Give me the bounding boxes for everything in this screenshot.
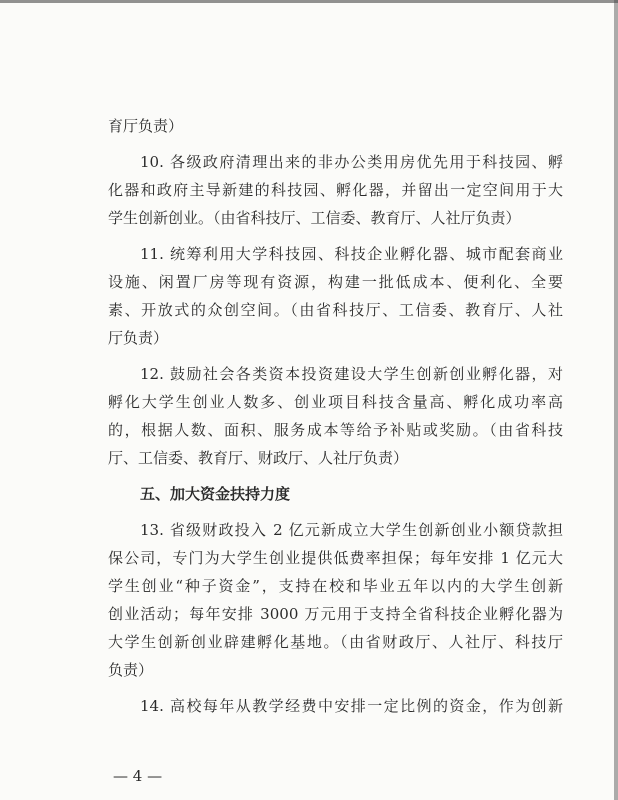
paragraph-line: 13. 省级财政投入 2 亿元新成立大学生创新创业小额贷款担 (140, 521, 563, 539)
paragraph-line: 学生创新创业。（由省科技厅、工信委、教育厅、人社厅负责） (108, 209, 521, 227)
document-body (108, 112, 563, 720)
paragraph-line: 孵化大学生创业人数多、创业项目科技含量高、孵化成功率高 (108, 393, 563, 411)
paragraph-line: 大学生创新创业辟建孵化基地。（由省财政厅、人社厅、科技厅 (108, 633, 563, 651)
paragraph-line: 11. 统筹利用大学科技园、科技企业孵化器、城市配套商业 (140, 245, 563, 263)
page-number: — 4 — (113, 767, 163, 785)
scan-edge-right (614, 0, 618, 800)
paragraph-line: 14. 高校每年从教学经费中安排一定比例的资金，作为创新 (140, 697, 563, 715)
paragraph-line: 厅、工信委、教育厅、财政厅、人社厅负责） (108, 449, 409, 467)
section-heading: 五、加大资金扶持力度 (140, 485, 291, 503)
paragraph-line: 学生创业“种子资金”，支持在校和毕业五年以内的大学生创新 (108, 577, 563, 595)
paragraph-line: 负责） (108, 661, 154, 679)
paragraph-line: 厅负责） (108, 329, 169, 347)
paragraph-line: 保公司，专门为大学生创业提供低费率担保；每年安排 1 亿元大 (108, 549, 563, 567)
paragraph-line: 的，根据人数、面积、服务成本等给予补贴或奖励。（由省科技 (108, 421, 563, 439)
paragraph-line: 10. 各级政府清理出来的非办公类用房优先用于科技园、孵 (140, 153, 563, 171)
paragraph-line: 素、开放式的众创空间。（由省科技厅、工信委、教育厅、人社 (108, 301, 563, 319)
paragraph-line: 化器和政府主导新建的科技园、孵化器，并留出一定空间用于大 (108, 181, 563, 199)
paragraph-line: 设施、闲置厂房等现有资源，构建一批低成本、便利化、全要 (108, 273, 563, 291)
paragraph-line: 创业活动；每年安排 3000 万元用于支持全省科技企业孵化器为 (108, 605, 563, 623)
paragraph-line: 育厅负责） (108, 117, 184, 135)
scan-edge-top (0, 0, 618, 3)
paragraph-line: 12. 鼓励社会各类资本投资建设大学生创新创业孵化器，对 (140, 365, 563, 383)
